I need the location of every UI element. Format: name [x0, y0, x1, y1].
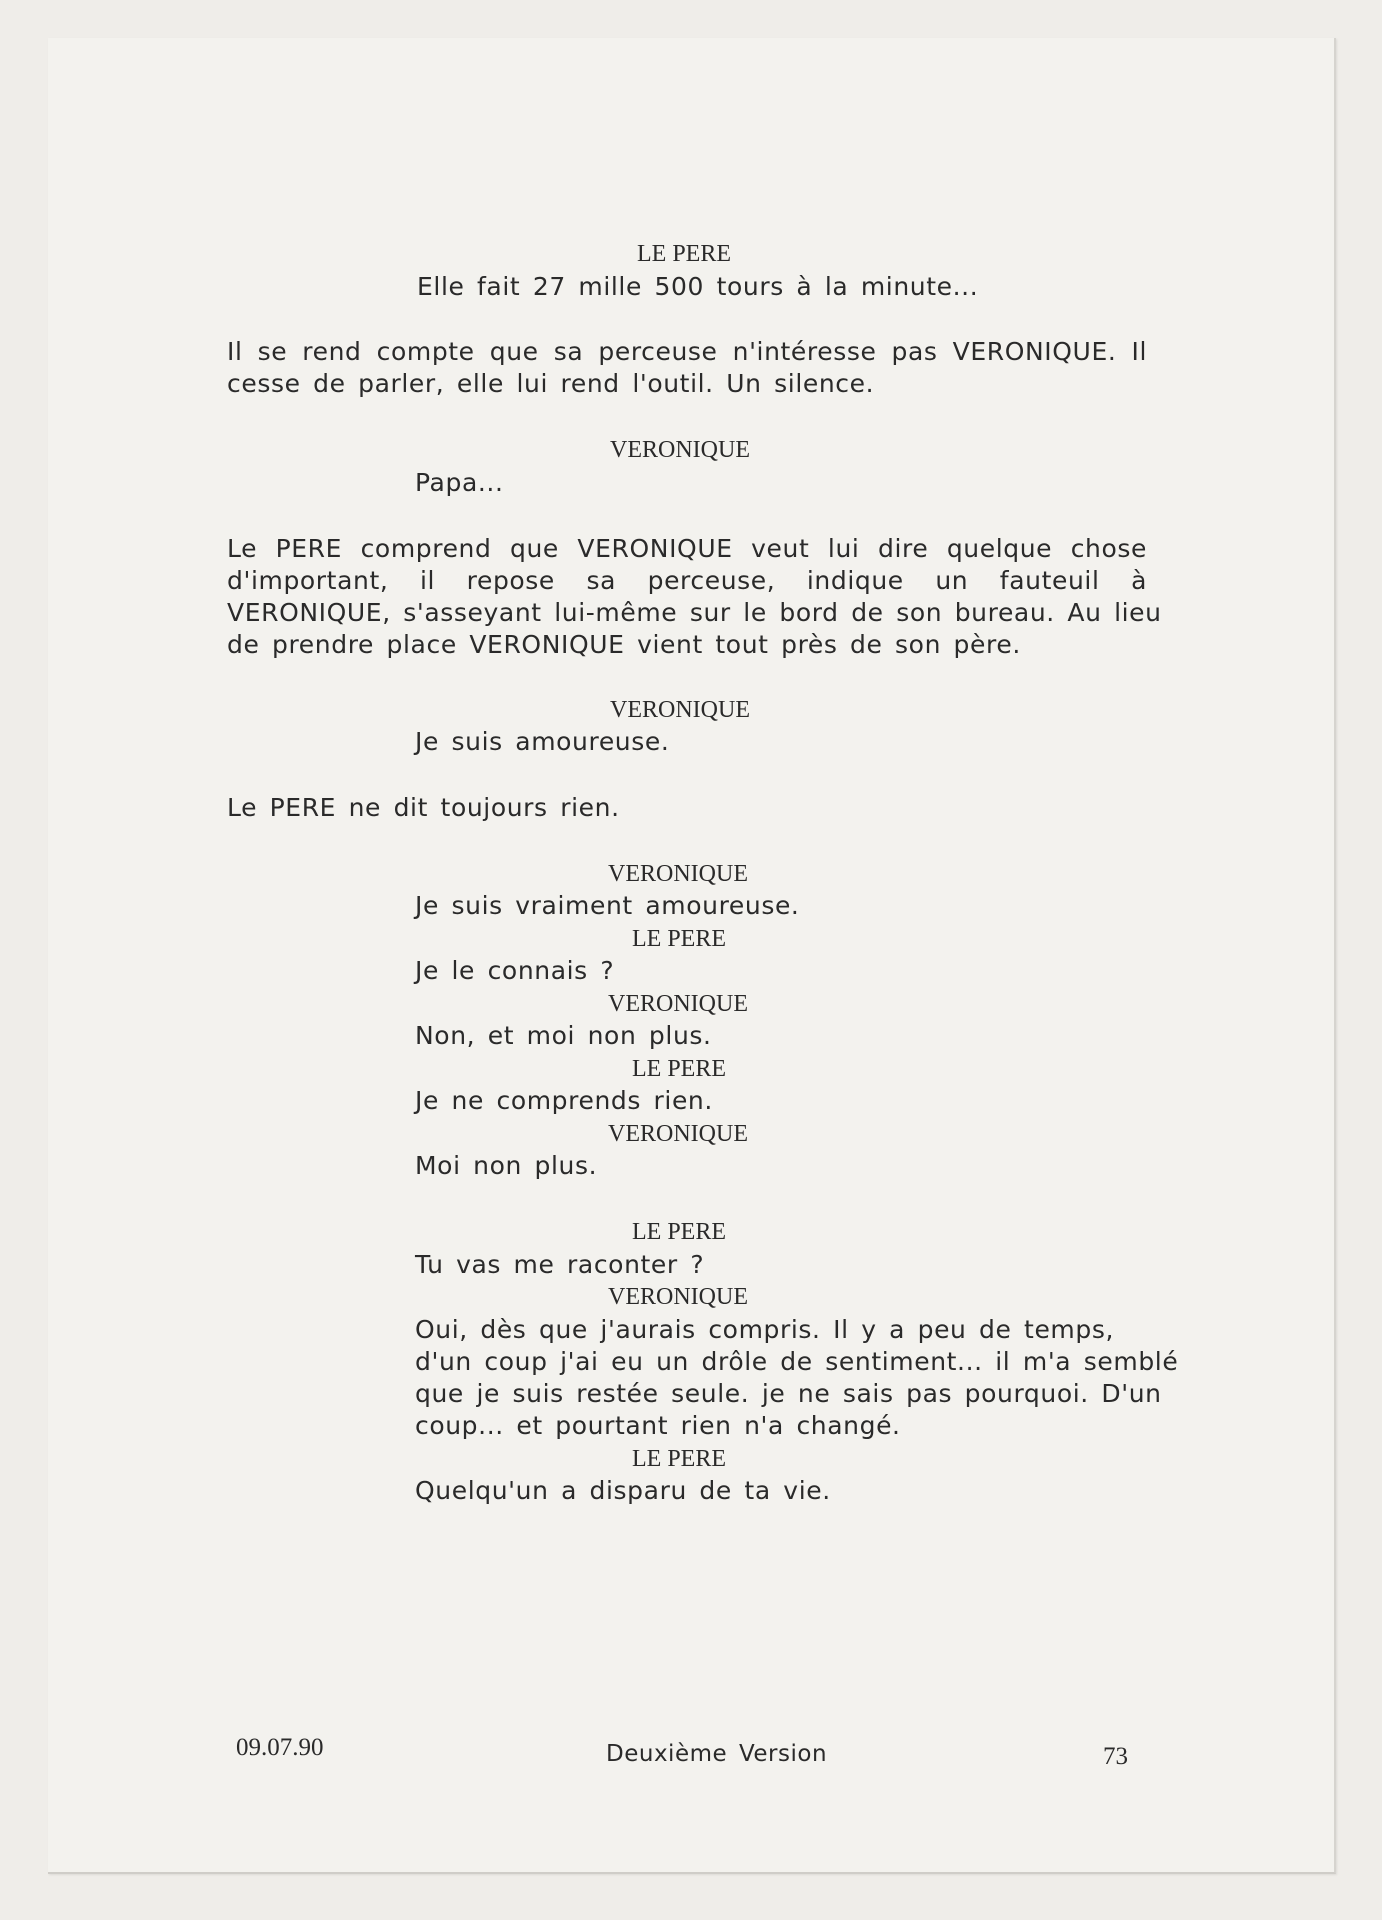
footer-version: Deuxième Version — [606, 1741, 828, 1767]
footer-date: 09.07.90 — [236, 1734, 324, 1761]
speaker-name: VERONIQUE — [610, 437, 750, 463]
speaker-name: VERONIQUE — [610, 697, 750, 723]
dialogue-line: Quelqu'un a disparu de ta vie. — [415, 1476, 831, 1505]
dialogue-line: Papa... — [415, 468, 504, 497]
dialogue-line: Non, et moi non plus. — [415, 1021, 712, 1050]
speaker-name: LE PERE — [637, 241, 731, 267]
paper-sheet — [48, 38, 1336, 1874]
speaker-name: VERONIQUE — [608, 991, 748, 1017]
action-line: de prendre place VERONIQUE vient tout près de son père. — [227, 630, 1021, 659]
action-line: Le PERE comprend que VERONIQUE veut lui dire quelque chose — [227, 534, 1147, 563]
speaker-name: LE PERE — [632, 1219, 726, 1245]
dialogue-line: Je suis vraiment amoureuse. — [415, 891, 800, 920]
dialogue-line: Oui, dès que j'aurais compris. Il y a peu de temps, — [415, 1315, 1115, 1344]
action-line: cesse de parler, elle lui rend l'outil. Un silence. — [227, 369, 875, 398]
dialogue-line: Je suis amoureuse. — [415, 727, 670, 756]
speaker-name: LE PERE — [632, 1446, 726, 1472]
speaker-name: VERONIQUE — [608, 861, 748, 887]
dialogue-line: Je le connais ? — [415, 956, 615, 985]
dialogue-line: Elle fait 27 mille 500 tours à la minute... — [417, 272, 979, 301]
page-number: 73 — [1103, 1743, 1128, 1770]
speaker-name: LE PERE — [632, 1056, 726, 1082]
action-line: Le PERE ne dit toujours rien. — [227, 793, 620, 822]
dialogue-line: coup... et pourtant rien n'a changé. — [415, 1411, 901, 1440]
dialogue-line: d'un coup j'ai eu un drôle de sentiment... il m'a semblé — [415, 1347, 1179, 1376]
speaker-name: VERONIQUE — [608, 1284, 748, 1310]
action-line: VERONIQUE, s'asseyant lui-même sur le bord de son bureau. Au lieu — [227, 598, 1162, 627]
speaker-name: VERONIQUE — [608, 1121, 748, 1147]
dialogue-line: que je suis restée seule. je ne sais pas pourquoi. D'un — [415, 1379, 1162, 1408]
dialogue-line: Je ne comprends rien. — [415, 1086, 713, 1115]
dialogue-line: Tu vas me raconter ? — [415, 1250, 705, 1279]
action-line: d'important, il repose sa perceuse, indique un fauteuil à — [227, 566, 1147, 595]
action-line: Il se rend compte que sa perceuse n'intéresse pas VERONIQUE. Il — [227, 337, 1147, 366]
speaker-name: LE PERE — [632, 926, 726, 952]
dialogue-line: Moi non plus. — [415, 1151, 598, 1180]
